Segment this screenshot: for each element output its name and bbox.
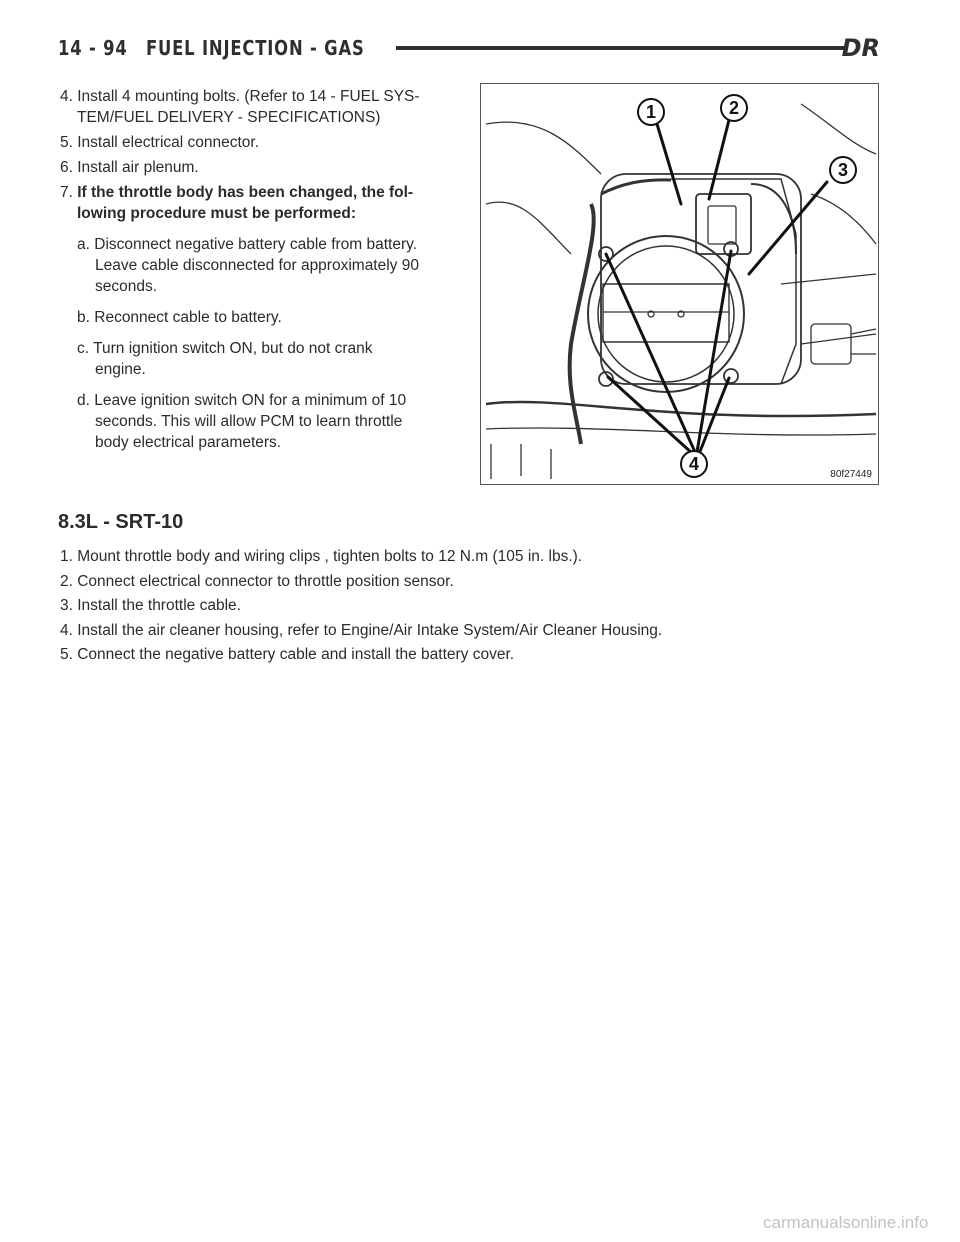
model-code: DR: [841, 34, 880, 62]
section-title: 8.3L - SRT-10: [58, 511, 184, 533]
install-steps-column: [60, 86, 444, 463]
substep-b: b. Reconnect cable to battery.: [77, 309, 282, 326]
figure-code: 80f27449: [830, 469, 872, 480]
section-header-title: FUEL INJECTION - GAS: [146, 36, 365, 60]
substep-d: d. Leave ignition switch ON for a minimum of 10 seconds. This will allow PCM to learn throttle body electrical parameters.: [77, 392, 407, 451]
throttle-body-illustration: [481, 84, 878, 484]
step-7: 7. If the throttle body has been changed, the fol- lowing procedure must be performed:: [60, 184, 414, 222]
srt10-step: 1. Mount throttle body and wiring clips , tighten bolts to 12 N.m (105 in. lbs.).: [60, 548, 583, 565]
substeps: [77, 234, 444, 453]
callout-3-label: 3: [837, 160, 849, 180]
callout-1-label: 1: [645, 102, 657, 122]
callout-2-label: 2: [728, 98, 740, 118]
srt10-step: 4. Install the air cleaner housing, refer to Engine/Air Intake System/Air Cleaner Housing.: [60, 621, 663, 639]
page-number: 14 - 94: [58, 36, 128, 60]
srt10-step: 5. Connect the negative battery cable and install the battery cover.: [60, 646, 515, 663]
header-rule: [396, 46, 848, 50]
step-5: 5. Install electrical connector.: [60, 134, 260, 151]
substep-c: c. Turn ignition switch ON, but do not crank engine.: [77, 340, 373, 378]
callout-4-label: 4: [688, 454, 700, 474]
srt10-step: 3. Install the throttle cable.: [60, 597, 241, 614]
page-header: [58, 34, 880, 64]
srt10-procedure: [60, 546, 880, 669]
watermark: carmanualsonline.info: [763, 1213, 929, 1232]
step-6: 6. Install air plenum.: [60, 159, 199, 176]
throttle-body-figure: [480, 83, 879, 485]
step-4: 4. Install 4 mounting bolts. (Refer to 14 - FUEL SYS- TEM/FUEL DELIVERY - SPECIFICATIONS): [60, 88, 420, 126]
substep-a: a. Disconnect negative battery cable from battery. Leave cable disconnected for approximately 90 seconds.: [77, 236, 419, 295]
srt10-step: 2. Connect electrical connector to throttle position sensor.: [60, 572, 454, 590]
